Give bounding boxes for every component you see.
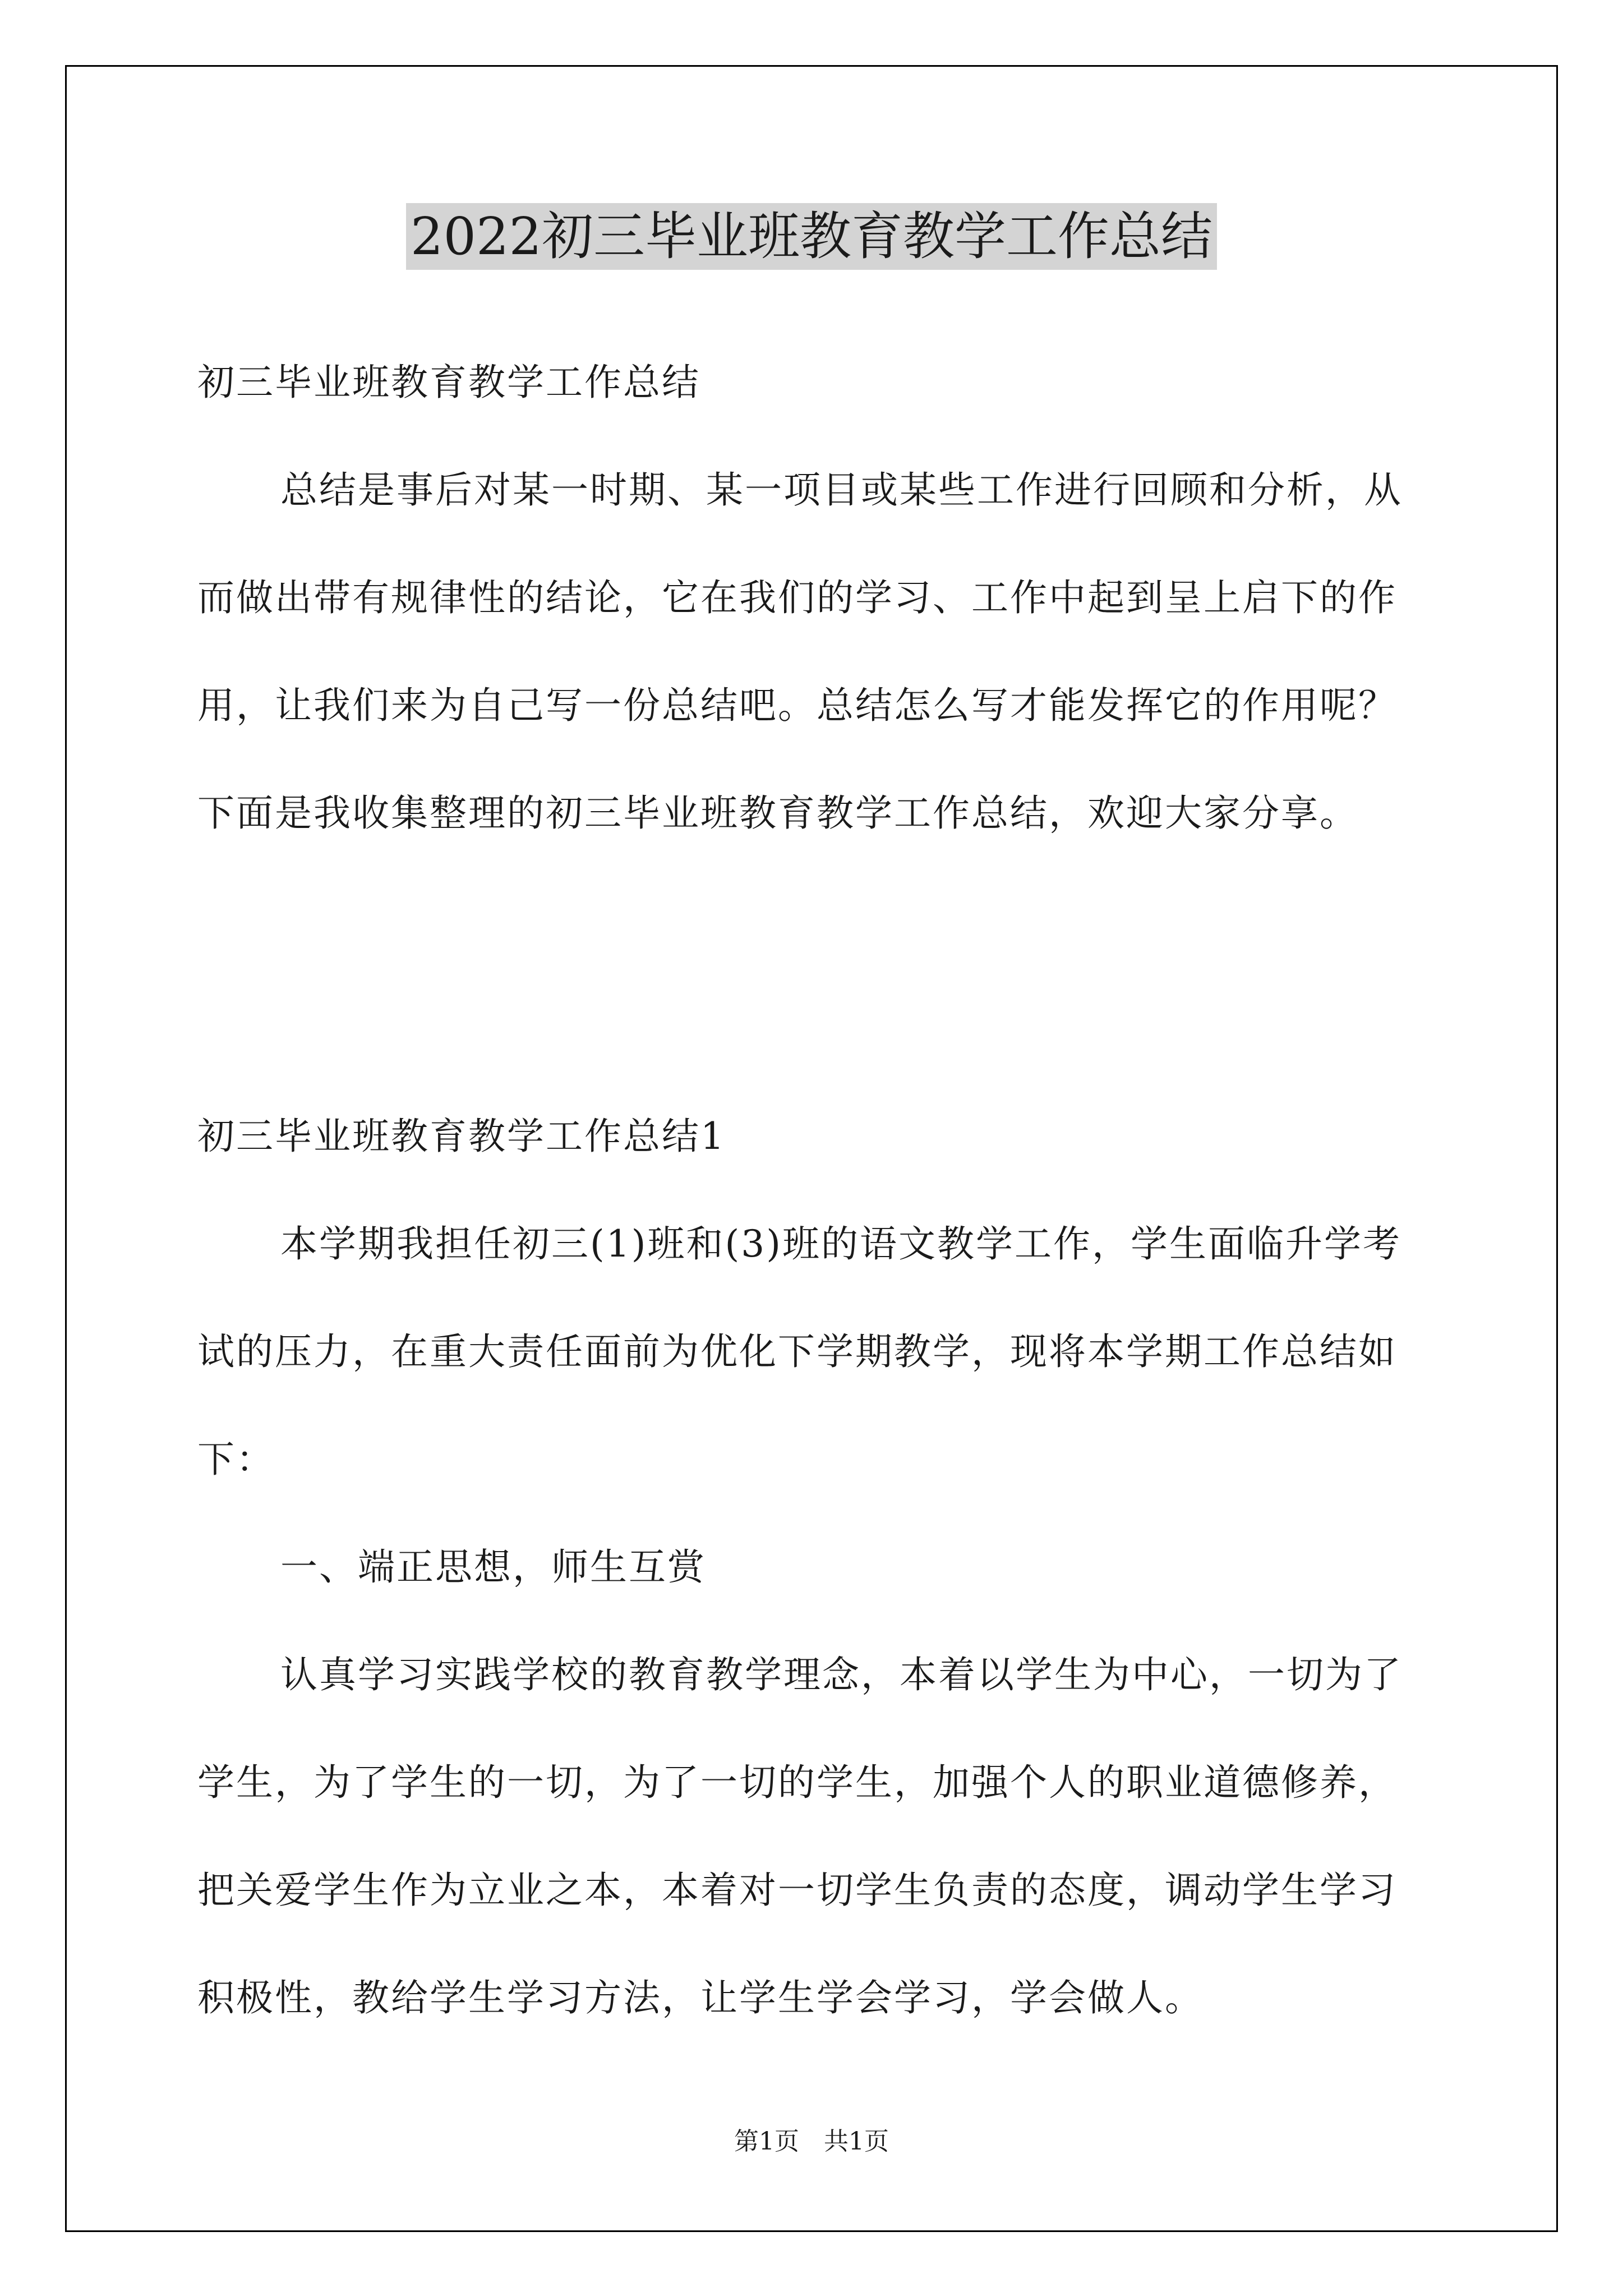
document-title-text: 2022初三毕业班教育教学工作总结	[406, 203, 1217, 270]
section-heading: 初三毕业班教育教学工作总结1	[197, 1115, 726, 1158]
section-paragraph: 本学期我担任初三(1)班和(3)班的语文教学工作，学生面临升学考试的压力，在重大责任面前为优化下学期教学，现将本学期工作总结如下：	[197, 1222, 1401, 1481]
page-number: 第1页 共1页	[734, 2127, 889, 2156]
document-subtitle: 初三毕业班教育教学工作总结	[197, 361, 700, 404]
document-title	[0, 197, 1623, 276]
subheading: 一、端正思想，师生互赏	[280, 1545, 706, 1589]
subheading-paragraph: 认真学习实践学校的教育教学理念，本着以学生为中心，一切为了学生，为了学生的一切，为了一切的学生，加强个人的职业道德修养，把关爱学生作为立业之本，本着对一切学生负责的态度，调动学生学习积极性，教给学生学习方法，让学生学会学习，学会做人。	[197, 1653, 1403, 2019]
intro-paragraph: 总结是事后对某一时期、某一项目或某些工作进行回顾和分析，从而做出带有规律性的结论，它在我们的学习、工作中起到呈上启下的作用，让我们来为自己写一份总结吧。总结怎么写才能发挥它的作用呢？下面是我收集整理的初三毕业班教育教学工作总结，欢迎大家分享。	[197, 468, 1403, 835]
